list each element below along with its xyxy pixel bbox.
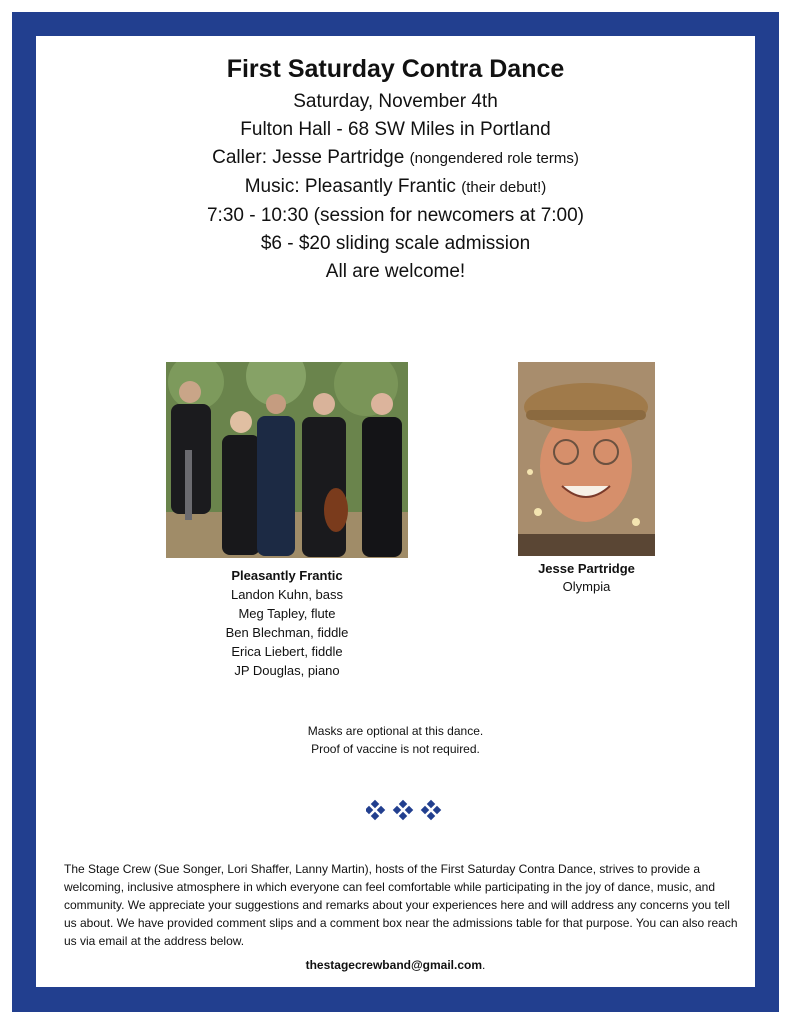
event-caller xyxy=(36,144,755,173)
band-member: Meg Tapley, flute xyxy=(238,606,336,621)
band-member: Ben Blechman, fiddle xyxy=(225,625,349,640)
event-location: Fulton Hall - 68 SW Miles in Portland xyxy=(240,119,551,140)
event-title: First Saturday Contra Dance xyxy=(226,55,565,83)
caller-name: Jesse Partridge xyxy=(538,561,635,576)
event-header xyxy=(36,54,755,286)
band-caption xyxy=(166,566,408,680)
band-photo xyxy=(166,362,408,558)
event-date: Saturday, November 4th xyxy=(293,91,498,112)
health-policy xyxy=(36,722,755,758)
caller-note: (nongendered role terms) xyxy=(409,150,579,167)
contact-line xyxy=(36,958,755,972)
band-member: Landon Kuhn, bass xyxy=(230,587,344,602)
caller-photo-image xyxy=(518,362,655,556)
event-time: 7:30 - 10:30 (session for newcomers at 7:00) xyxy=(206,205,585,226)
inclusion-statement: The Stage Crew (Sue Songer, Lori Shaffer, Lanny Martin), hosts of the First Saturday Contra Dance, strives to provide a welcoming, inclusive atmosphere in which everyone can feel comfortable while participating in the joy of dance, music, and community. We appreciate your suggestions and remarks about your experiences here and will address any concerns you tell us about. We have provided comment slips and a comment box near the admissions table for that purpose. You can also reach us via email at the address below. xyxy=(64,862,738,948)
page-border xyxy=(12,12,779,1012)
caller-label: Caller: Jesse Partridge xyxy=(212,147,405,168)
band-member: JP Douglas, piano xyxy=(234,663,340,678)
music-label: Music: Pleasantly Frantic xyxy=(244,176,456,197)
mask-policy: Masks are optional at this dance. xyxy=(307,724,484,738)
band-name: Pleasantly Frantic xyxy=(231,568,343,583)
event-welcome: All are welcome! xyxy=(325,261,466,282)
caller-photo xyxy=(518,362,655,556)
event-music xyxy=(36,173,755,202)
contact-email[interactable]: thestagecrewband@gmail.com xyxy=(305,958,483,972)
music-note: (their debut!) xyxy=(461,179,547,196)
caller-caption xyxy=(506,560,667,596)
band-member: Erica Liebert, fiddle xyxy=(231,644,343,659)
flyer xyxy=(36,36,755,987)
contact-period: . xyxy=(482,958,486,972)
caller-city: Olympia xyxy=(562,579,611,594)
vaccine-policy: Proof of vaccine is not required. xyxy=(311,742,480,756)
event-admission: $6 - $20 sliding scale admission xyxy=(260,233,531,254)
diamond-ornament-icon xyxy=(366,798,446,826)
band-photo-image xyxy=(166,362,408,558)
